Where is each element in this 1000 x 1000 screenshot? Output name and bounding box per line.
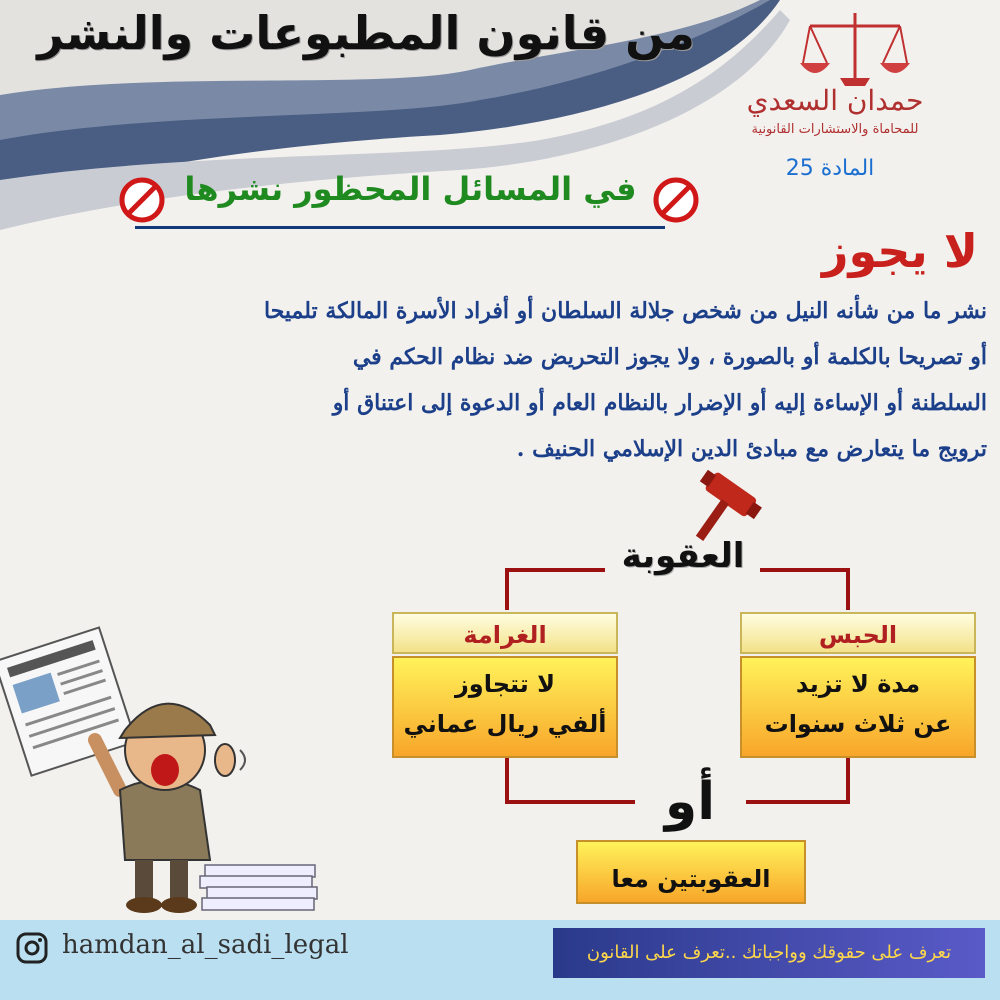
fine-box (392, 656, 618, 758)
connector (505, 800, 635, 804)
prison-line: عن ثلاث سنوات (764, 710, 952, 738)
or-label: أو (664, 772, 716, 832)
article-line: أو تصريحا بالكلمة أو بالصورة ، ولا يجوز التحريض ضد نظام الحكم في (352, 344, 987, 370)
newspaper-boy-illustration (0, 620, 330, 920)
connector (505, 758, 509, 802)
page-title: من قانون المطبوعات والنشر (37, 6, 695, 60)
connector (846, 758, 850, 802)
main-heading: لا يجوز (821, 224, 978, 278)
scales-icon (795, 8, 915, 88)
prison-title: الحبس (740, 612, 976, 654)
prison-box (740, 656, 976, 758)
article-text (12, 288, 987, 472)
connector (760, 568, 850, 572)
article-line: السلطنة أو الإساءة إليه أو الإضرار بالنظام العام أو الدعوة إلى اعتناق أو (332, 390, 987, 416)
brand-tagline: للمحاماة والاستشارات القانونية (751, 122, 919, 137)
penalty-label: العقوبة (621, 536, 745, 576)
instagram-icon (16, 932, 48, 964)
fine-title: الغرامة (392, 612, 618, 654)
connector (505, 568, 605, 572)
connector (505, 568, 509, 610)
subtitle-underline (135, 226, 665, 229)
subtitle: في المسائل المحظور نشرها (184, 170, 637, 208)
instagram-handle: hamdan_al_sadi_legal (62, 930, 349, 960)
slogan-banner: تعرف على حقوقك وواجباتك ..تعرف على القانون (553, 928, 985, 978)
brand-name: حمدان السعدي (746, 84, 924, 117)
both-penalties-box: العقوبتين معا (576, 840, 806, 904)
prison-line: مدة لا تزيد (795, 670, 921, 698)
fine-line: ألفي ريال عماني (403, 710, 607, 738)
article-line: نشر ما من شأنه النيل من شخص جلالة السلطان أو أفراد الأسرة المالكة تلميحا (264, 298, 987, 324)
article-line: ترويج ما يتعارض مع مبادئ الدين الإسلامي الحنيف . (516, 436, 987, 462)
fine-line: لا تتجاوز (454, 670, 556, 698)
article-number: المادة 25 (785, 156, 875, 181)
connector (846, 568, 850, 610)
connector (746, 800, 850, 804)
